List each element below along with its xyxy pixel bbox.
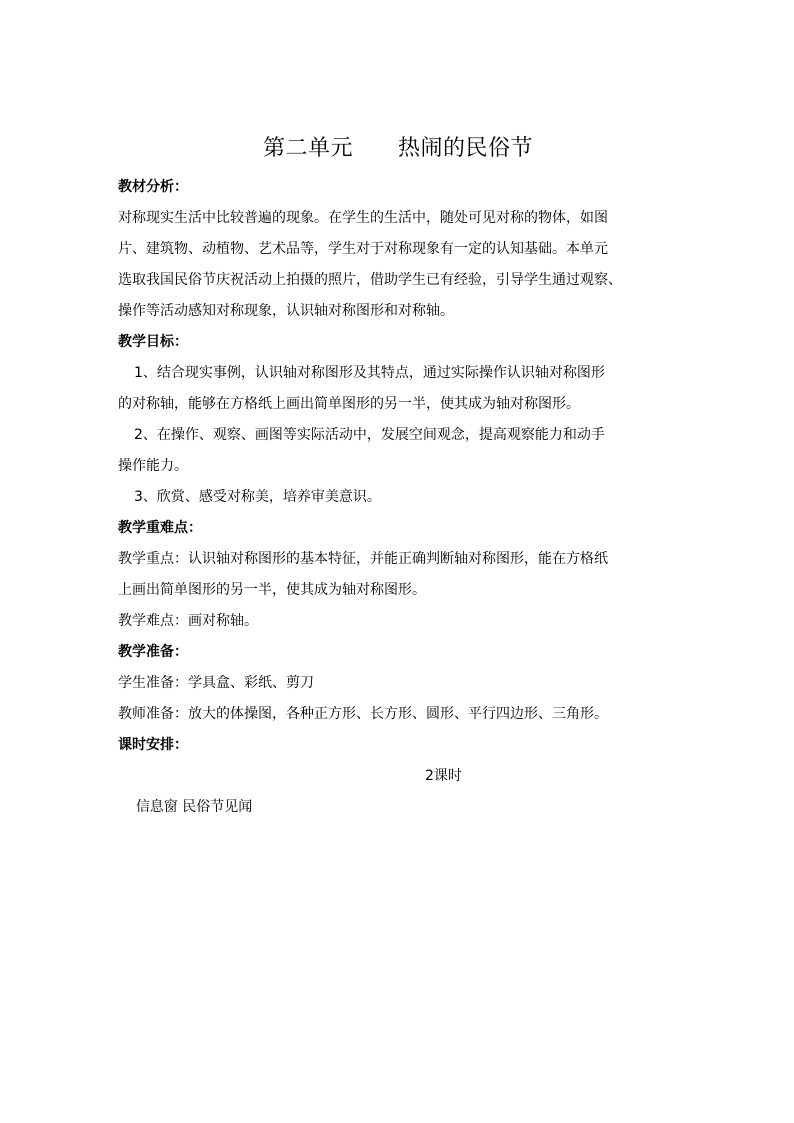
schedule-heading: 课时安排： bbox=[118, 737, 188, 753]
analysis-line-1: 对称现实生活中比较普遍的现象。在学生的生活中，随处可见对称的物体，如图 bbox=[118, 210, 608, 226]
schedule-row bbox=[118, 761, 678, 815]
goal-2-line-2: 操作能力。 bbox=[118, 458, 188, 474]
schedule-hours: 2课时 bbox=[425, 768, 462, 784]
prep-student: 学生准备：学具盒、彩纸、剪刀 bbox=[118, 675, 314, 691]
goal-1-line-2: 的对称轴，能够在方格纸上画出简单图形的另一半，使其成为轴对称图形。 bbox=[118, 396, 580, 412]
goal-2-line-1: 2、在操作、观察、画图等实际活动中，发展空间观念，提高观察能力和动手 bbox=[134, 427, 605, 443]
goal-3-line-1: 3、欣赏、感受对称美，培养审美意识。 bbox=[134, 489, 381, 505]
analysis-line-3: 选取我国民俗节庆祝活动上拍摄的照片，借助学生已有经验，引导学生通过观察、 bbox=[118, 272, 622, 288]
goals-heading: 教学目标： bbox=[118, 334, 188, 350]
goal-1-line-1: 1、结合现实事例，认识轴对称图形及其特点，通过实际操作认识轴对称图形 bbox=[134, 365, 605, 381]
keypoint-focus-line-1: 教学重点：认识轴对称图形的基本特征，并能正确判断轴对称图形，能在方格纸 bbox=[118, 551, 608, 567]
keypoint-focus-line-2: 上画出简单图形的另一半，使其成为轴对称图形。 bbox=[118, 582, 426, 598]
prep-heading: 教学准备： bbox=[118, 644, 188, 660]
keypoints-heading: 教学重难点： bbox=[118, 520, 202, 536]
document-page bbox=[118, 134, 678, 815]
analysis-line-4: 操作等活动感知对称现象，认识轴对称图形和对称轴。 bbox=[118, 303, 454, 319]
document-title: 第二单元 热闹的民俗节 bbox=[262, 136, 533, 161]
schedule-item: 信息窗 民俗节见闻 bbox=[135, 799, 253, 815]
analysis-line-2: 片、建筑物、动植物、艺术品等，学生对于对称现象有一定的认知基础。本单元 bbox=[118, 241, 608, 257]
analysis-heading: 教材分析： bbox=[118, 179, 188, 195]
prep-teacher: 教师准备：放大的体操图，各种正方形、长方形、圆形、平行四边形、三角形。 bbox=[118, 706, 608, 722]
keypoint-difficulty: 教学难点：画对称轴。 bbox=[118, 613, 258, 629]
